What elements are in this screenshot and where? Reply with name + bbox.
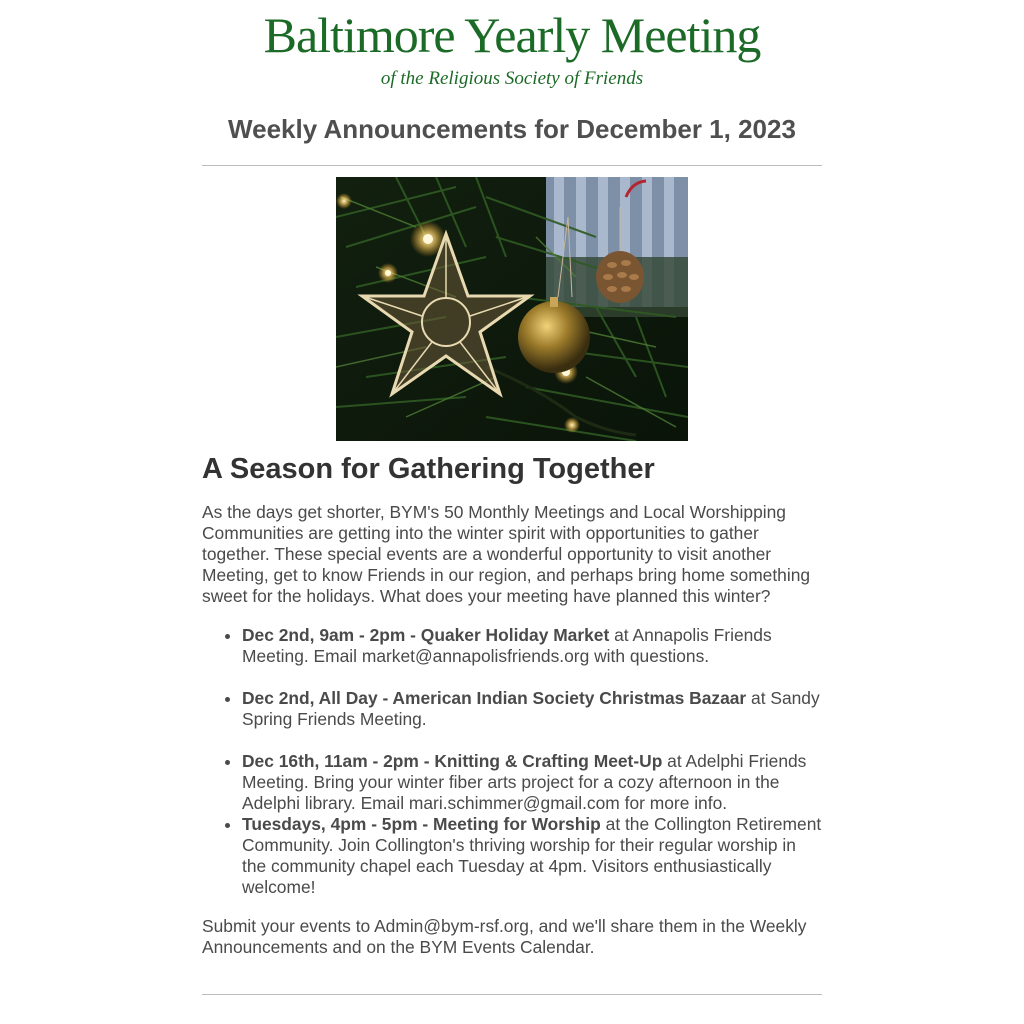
event-details: at Sandy Spring Friends Meeting. [242,688,820,729]
top-divider [202,165,822,166]
event-title: Dec 2nd, 9am - 2pm - Quaker Holiday Market [242,625,610,645]
event-details: at the Collington Retirement Community. Join Collington's thriving worship for their regular worship in the community chapel each Tuesday at 4pm. Visitors enthusiastically welcome! [242,814,822,897]
announcements-title: Weekly Announcements for December 1, 2023 [228,114,796,144]
event-title: Dec 2nd, All Day - American Indian Society Christmas Bazaar [242,688,747,708]
masthead-title: Baltimore Yearly Meeting [263,7,761,63]
list-item [242,814,824,898]
event-title: Tuesdays, 4pm - 5pm - Meeting for Worship [242,814,601,834]
event-details: at Adelphi Friends Meeting. Bring your winter fiber arts project for a cozy afternoon in the Adelphi library. Email mari.schimmer@gmail.com for more info. [242,751,807,813]
list-item [242,751,824,814]
article-heading: A Season for Gathering Together [202,453,655,485]
article-closing: Submit your events to Admin@bym-rsf.org, and we'll share them in the Weekly Announcements and on the BYM Events Calendar. [202,916,807,957]
event-title: Dec 16th, 11am - 2pm - Knitting & Crafting Meet-Up [242,751,663,771]
event-details: at Annapolis Friends Meeting. Email market@annapolisfriends.org with questions. [242,625,772,666]
masthead-subtitle: of the Religious Society of Friends [380,68,644,89]
list-item [242,688,824,730]
bottom-divider [202,994,822,995]
article [202,450,824,958]
list-item [242,625,824,667]
events-list [202,625,824,898]
christmas-tree-star-photo [336,177,688,441]
article-intro: As the days get shorter, BYM's 50 Monthly Meetings and Local Worshipping Communities are getting into the winter spirit with opportunities to gather together. These special events are a wonderful opportunity to visit another Meeting, get to know Friends in our region, and perhaps bring home something sweet for the holidays. What does your meeting have planned this winter? [202,502,811,606]
masthead-logo[interactable] [0,6,1024,90]
